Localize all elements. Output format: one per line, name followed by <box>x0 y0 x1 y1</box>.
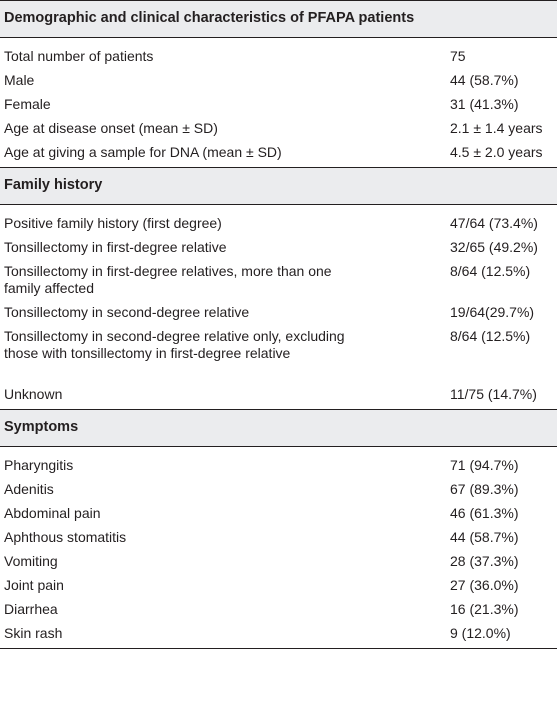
table-row <box>0 549 557 573</box>
table-row <box>0 621 557 645</box>
row-value: 67 (89.3%) <box>450 481 519 497</box>
row-value: 28 (37.3%) <box>450 553 519 569</box>
table-row <box>0 597 557 621</box>
row-value: 19/64(29.7%) <box>450 304 535 320</box>
row-value: 16 (21.3%) <box>450 601 519 617</box>
table-row <box>0 68 557 92</box>
row-label: Tonsillectomy in second-degree relative only, excluding those with tonsillectomy in first-degree relative <box>4 328 345 361</box>
table-row <box>0 573 557 597</box>
table-row <box>0 259 557 300</box>
row-value: 44 (58.7%) <box>450 529 519 545</box>
table-row <box>0 501 557 525</box>
table-row <box>0 382 557 406</box>
row-value: 11/75 (14.7%) <box>450 386 537 402</box>
row-value: 47/64 (73.4%) <box>450 215 538 231</box>
row-label: Tonsillectomy in second-degree relative <box>4 304 250 320</box>
section-heading-demographics <box>0 1 557 37</box>
section-title: Family history <box>4 177 103 193</box>
row-value: 32/65 (49.2%) <box>450 239 538 255</box>
row-value: 27 (36.0%) <box>450 577 519 593</box>
bottom-rule <box>0 648 557 649</box>
row-label: Female <box>4 96 51 112</box>
section-heading-symptoms <box>0 410 557 446</box>
table-row <box>0 300 557 324</box>
row-label: Positive family history (first degree) <box>4 215 222 231</box>
row-value: 4.5 ± 2.0 years <box>450 144 543 160</box>
row-label: Unknown <box>4 386 63 402</box>
table-row <box>0 92 557 116</box>
row-value: 2.1 ± 1.4 years <box>450 120 543 136</box>
row-value: 75 <box>450 48 466 64</box>
row-label: Aphthous stomatitis <box>4 529 127 545</box>
row-value: 44 (58.7%) <box>450 72 519 88</box>
table-row <box>0 324 557 382</box>
row-label: Vomiting <box>4 553 58 569</box>
table-row <box>0 525 557 549</box>
table-row <box>0 477 557 501</box>
row-label: Age at giving a sample for DNA (mean ± SD) <box>4 144 282 160</box>
row-label: Age at disease onset (mean ± SD) <box>4 120 218 136</box>
row-value: 9 (12.0%) <box>450 625 511 641</box>
table-row <box>0 453 557 477</box>
table-row <box>0 140 557 164</box>
row-label: Adenitis <box>4 481 54 497</box>
row-value: 8/64 (12.5%) <box>450 263 531 279</box>
table-row <box>0 235 557 259</box>
section-title: Demographic and clinical characteristics of PFAPA patients <box>4 10 415 26</box>
row-label: Pharyngitis <box>4 457 74 473</box>
table-row <box>0 211 557 235</box>
row-label: Male <box>4 72 35 88</box>
row-label: Joint pain <box>4 577 64 593</box>
row-label: Tonsillectomy in first-degree relative <box>4 239 227 255</box>
row-value: 8/64 (12.5%) <box>450 328 531 344</box>
row-value: 71 (94.7%) <box>450 457 519 473</box>
row-label: Total number of patients <box>4 48 154 64</box>
row-value: 31 (41.3%) <box>450 96 519 112</box>
section-heading-family-history <box>0 168 557 204</box>
row-label: Abdominal pain <box>4 505 101 521</box>
table-row <box>0 44 557 68</box>
row-label: Skin rash <box>4 625 63 641</box>
table-row <box>0 116 557 140</box>
row-label: Tonsillectomy in first-degree relatives, more than one family affected <box>4 263 332 296</box>
row-value: 46 (61.3%) <box>450 505 519 521</box>
section-title: Symptoms <box>4 419 79 435</box>
row-label: Diarrhea <box>4 601 58 617</box>
